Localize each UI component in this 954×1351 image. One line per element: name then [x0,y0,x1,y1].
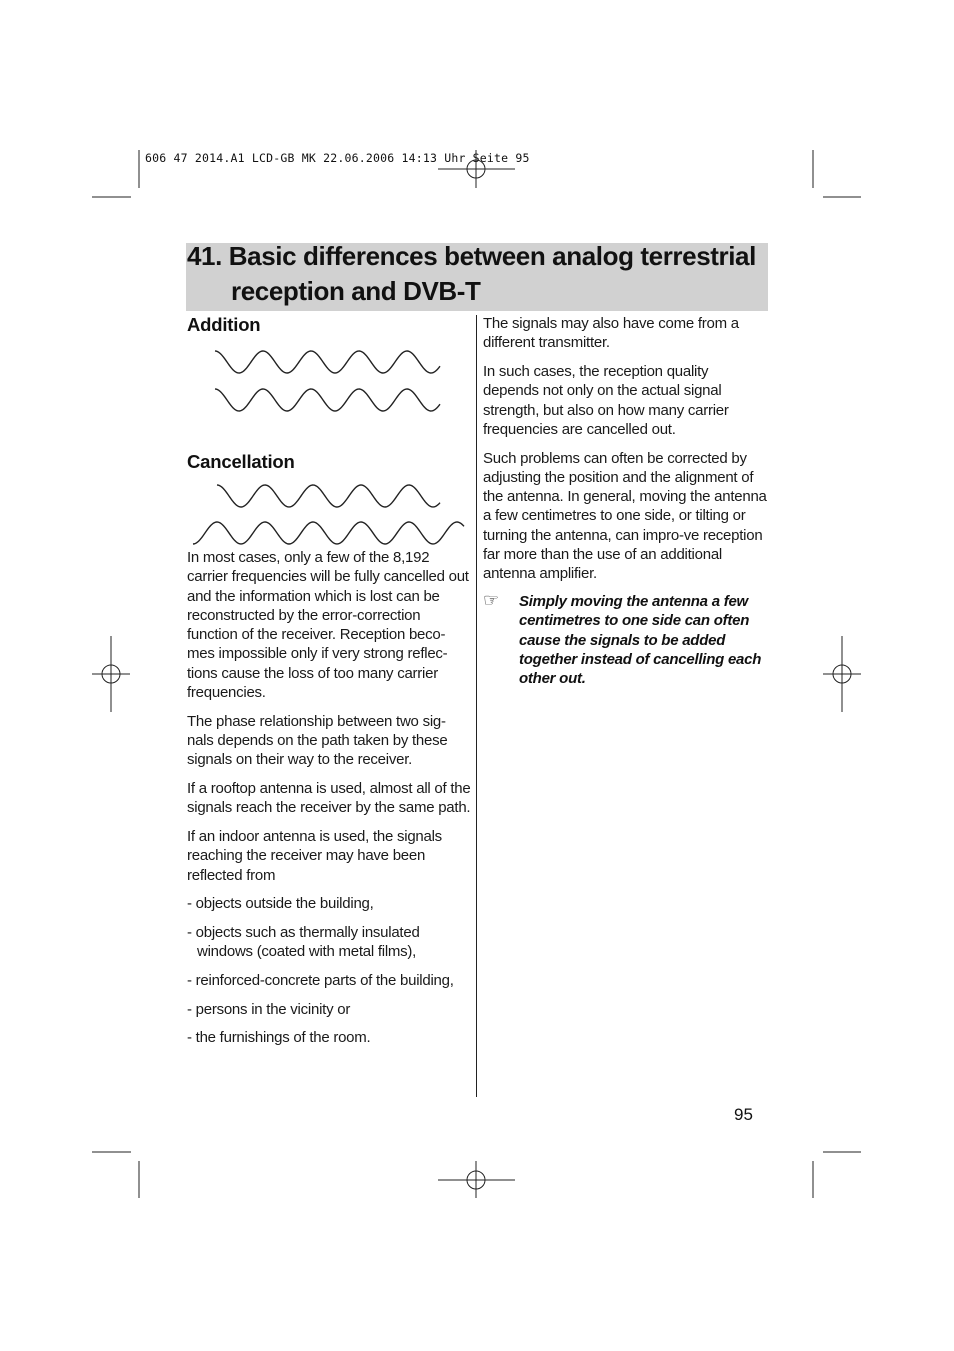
paragraph-antenna-adjustment: Such problems can often be corrected by adjusting the position and the alignment of the antenna. In general, moving the antenna a few centimetres to one side, or tilting or turning the antenna, can impro-ve reception far more than the use of an additional antenna amplifier. [483,449,767,583]
chapter-title-line-2: reception and DVB-T [231,276,481,306]
addition-wave-1 [215,351,440,373]
cancellation-wave-1 [217,485,440,507]
tip-text: Simply moving the antenna a few centimetres to one side can often cause the signals to be added together instead of cancelling each other out. [519,593,762,688]
addition-wave-2 [215,389,440,411]
list-item: - persons in the vicinity or [187,1000,351,1018]
chapter-title-line-1: 41. Basic differences between analog terrestrial [187,241,756,271]
list-item: - reinforced-concrete parts of the building, [187,971,454,989]
paragraph-indoor-antenna: If an indoor antenna is used, the signals reaching the receiver may have been reflected from [187,828,442,884]
cancellation-heading: Cancellation [187,451,295,472]
left-column [187,548,472,1057]
list-item: - objects such as thermally insulated windows (coated with metal films), [187,924,420,961]
print-slug: 606 47 2014.A1 LCD-GB MK 22.06.2006 14:13 Uhr Seite 95 [145,151,530,165]
cancellation-wave-2 [193,522,464,544]
right-column [483,314,768,593]
paragraph-reception-quality: In such cases, the reception quality depends not only on the actual signal strength, but also on how many carrier frequencies are cancelled out. [483,362,729,438]
paragraph-error-correction: In most cases, only a few of the 8,192 carrier frequencies will be fully cancelled out and the information which is lost can be reconstructed by the error-correction function of the receiver. Reception beco-mes impossible only if very strong reflec-tions cause the loss of too many carrier frequencies. [187,549,469,702]
paragraph-phase-relationship: The phase relationship between two sig-nals depends on the path taken by these signals on their way to the receiver. [187,712,448,769]
addition-waves-figure [200,340,460,420]
list-item: - the furnishings of the room. [187,1029,371,1047]
pointing-hand-icon: ☞ [483,590,500,610]
cancellation-waves-figure [190,476,470,552]
list-item: - objects outside the building, [187,895,374,913]
page-number: 95 [734,1105,753,1124]
paragraph-different-transmitter: The signals may also have come from a different transmitter. [483,315,739,352]
column-divider [476,315,477,1097]
addition-heading: Addition [187,314,261,335]
paragraph-rooftop-antenna: If a rooftop antenna is used, almost all of the signals reach the receiver by the same path. [187,780,471,817]
